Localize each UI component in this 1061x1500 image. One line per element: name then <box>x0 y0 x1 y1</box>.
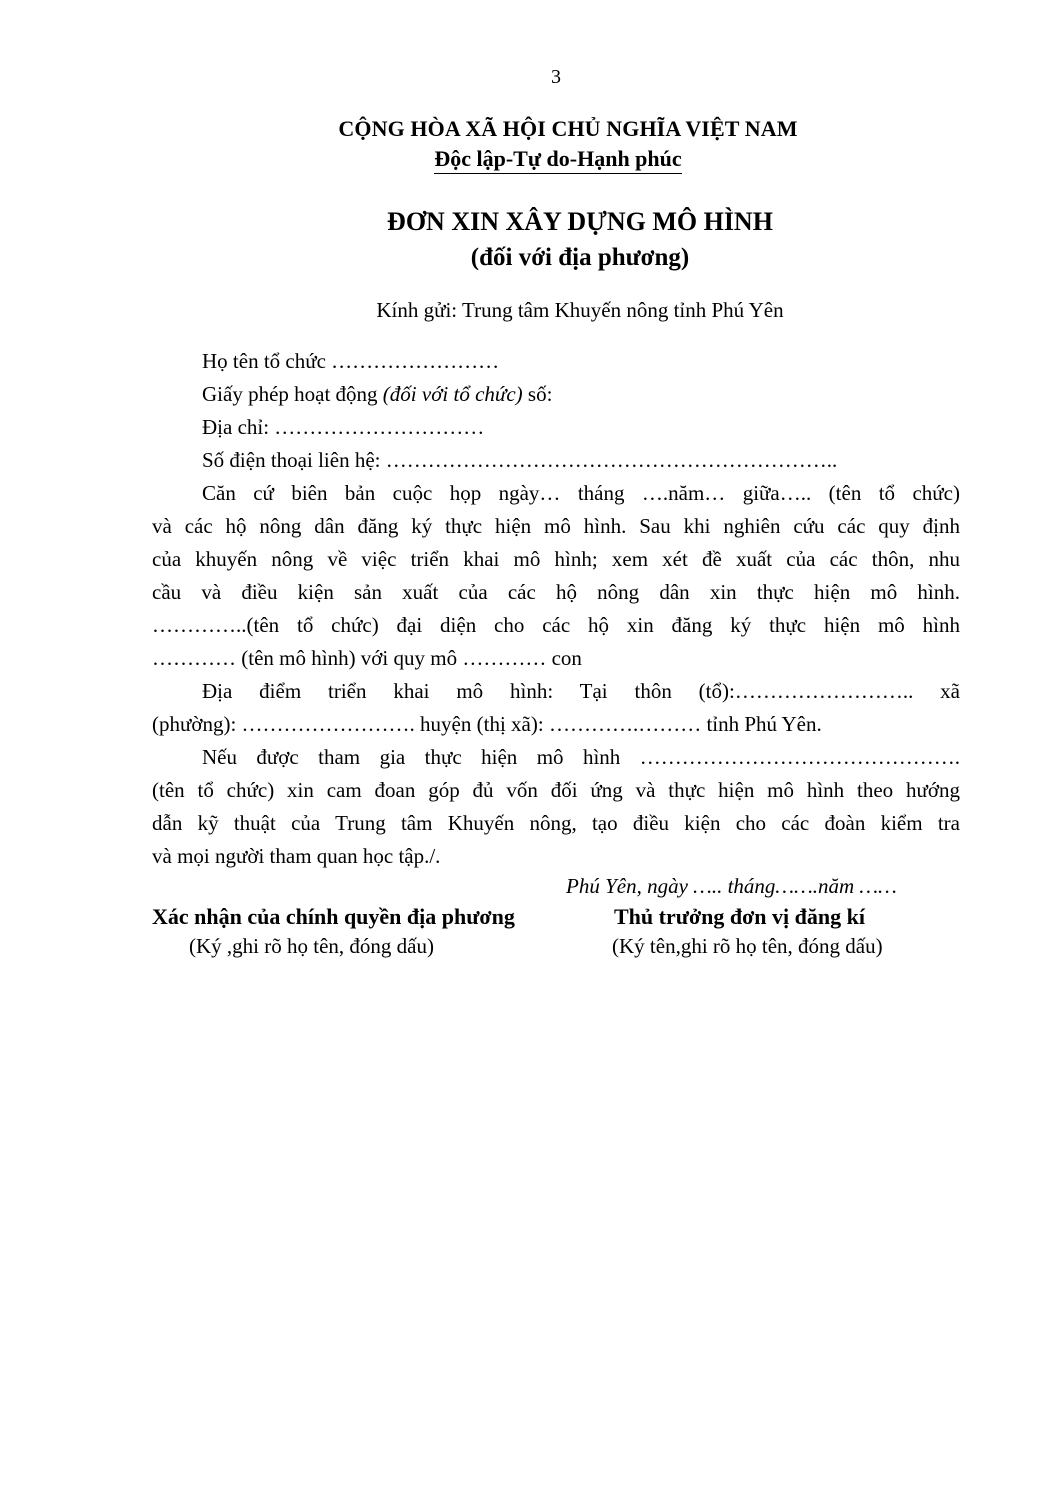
paragraph-1-line-1: Căn cứ biên bản cuộc họp ngày… tháng ….năm… giữa….. (tên tổ chức) <box>202 481 960 505</box>
recipient-line: Kính gửi: Trung tâm Khuyến nông tỉnh Phú Yên <box>376 298 784 322</box>
license-italic: (đối với tổ chức) <box>382 382 523 406</box>
paragraph-1-line-3: của khuyến nông về việc triển khai mô hình; xem xét đề xuất của các thôn, nhu <box>152 547 960 571</box>
license-suffix: số: <box>522 382 553 406</box>
paragraph-3-line-1: Nếu được tham gia thực hiện mô hình ………………………………………. <box>202 745 960 769</box>
motto-container <box>0 146 1061 174</box>
paragraph-3-line-2: (tên tổ chức) xin cam đoan góp đủ vốn đối ứng và thực hiện mô hình theo hướng <box>152 778 960 802</box>
paragraph-1-line-5: …………..(tên tổ chức) đại diện cho các hộ xin đăng ký thực hiện mô hình <box>152 613 960 637</box>
paragraph-1-line-4: cầu và điều kiện sản xuất của các hộ nông dân xin thực hiện mô hình. <box>152 580 960 604</box>
unit-head-signature-note: (Ký tên,ghi rõ họ tên, đóng dấu) <box>612 934 883 958</box>
paragraph-1-line-2: và các hộ nông dân đăng ký thực hiện mô hình. Sau khi nghiên cứu các quy định <box>152 514 960 538</box>
document-title: ĐƠN XIN XÂY DỰNG MÔ HÌNH <box>387 207 773 236</box>
paragraph-2-line-2: (phường): ……………………. huyện (thị xã): ………….……… tỉnh Phú Yên. <box>152 712 822 736</box>
paragraph-2-line-1: Địa điểm triển khai mô hình: Tại thôn (tổ):…………………….. xã <box>202 679 960 703</box>
field-phone: Số điện thoại liên hệ: ……………………………………………………….. <box>202 448 838 472</box>
national-motto: Độc lập-Tự do-Hạnh phúc <box>434 146 681 174</box>
local-authority-signature-note: (Ký ,ghi rõ họ tên, đóng dấu) <box>189 934 434 958</box>
paragraph-3-line-3: dẫn kỹ thuật của Trung tâm Khuyến nông, tạo điều kiện cho các đoàn kiểm tra <box>152 811 960 835</box>
paragraph-3-line-4: và mọi người tham quan học tập./. <box>152 844 441 868</box>
unit-head-title: Thủ trưởng đơn vị đăng kí <box>614 904 865 929</box>
page-number: 3 <box>551 66 561 88</box>
field-org-name: Họ tên tổ chức …………………… <box>202 349 500 373</box>
date-line: Phú Yên, ngày ….. tháng…….năm …… <box>566 874 897 898</box>
field-address: Địa chỉ: ………………………… <box>202 415 485 439</box>
local-authority-confirmation-title: Xác nhận của chính quyền địa phương <box>152 904 515 929</box>
document-body <box>152 345 960 873</box>
field-license <box>152 378 960 411</box>
document-subtitle: (đối với địa phương) <box>470 244 690 271</box>
national-title: CỘNG HÒA XÃ HỘI CHỦ NGHĨA VIỆT NAM <box>338 116 798 141</box>
license-prefix: Giấy phép hoạt động <box>202 382 383 406</box>
paragraph-1-line-6: ………… (tên mô hình) với quy mô ………… con <box>152 646 582 670</box>
